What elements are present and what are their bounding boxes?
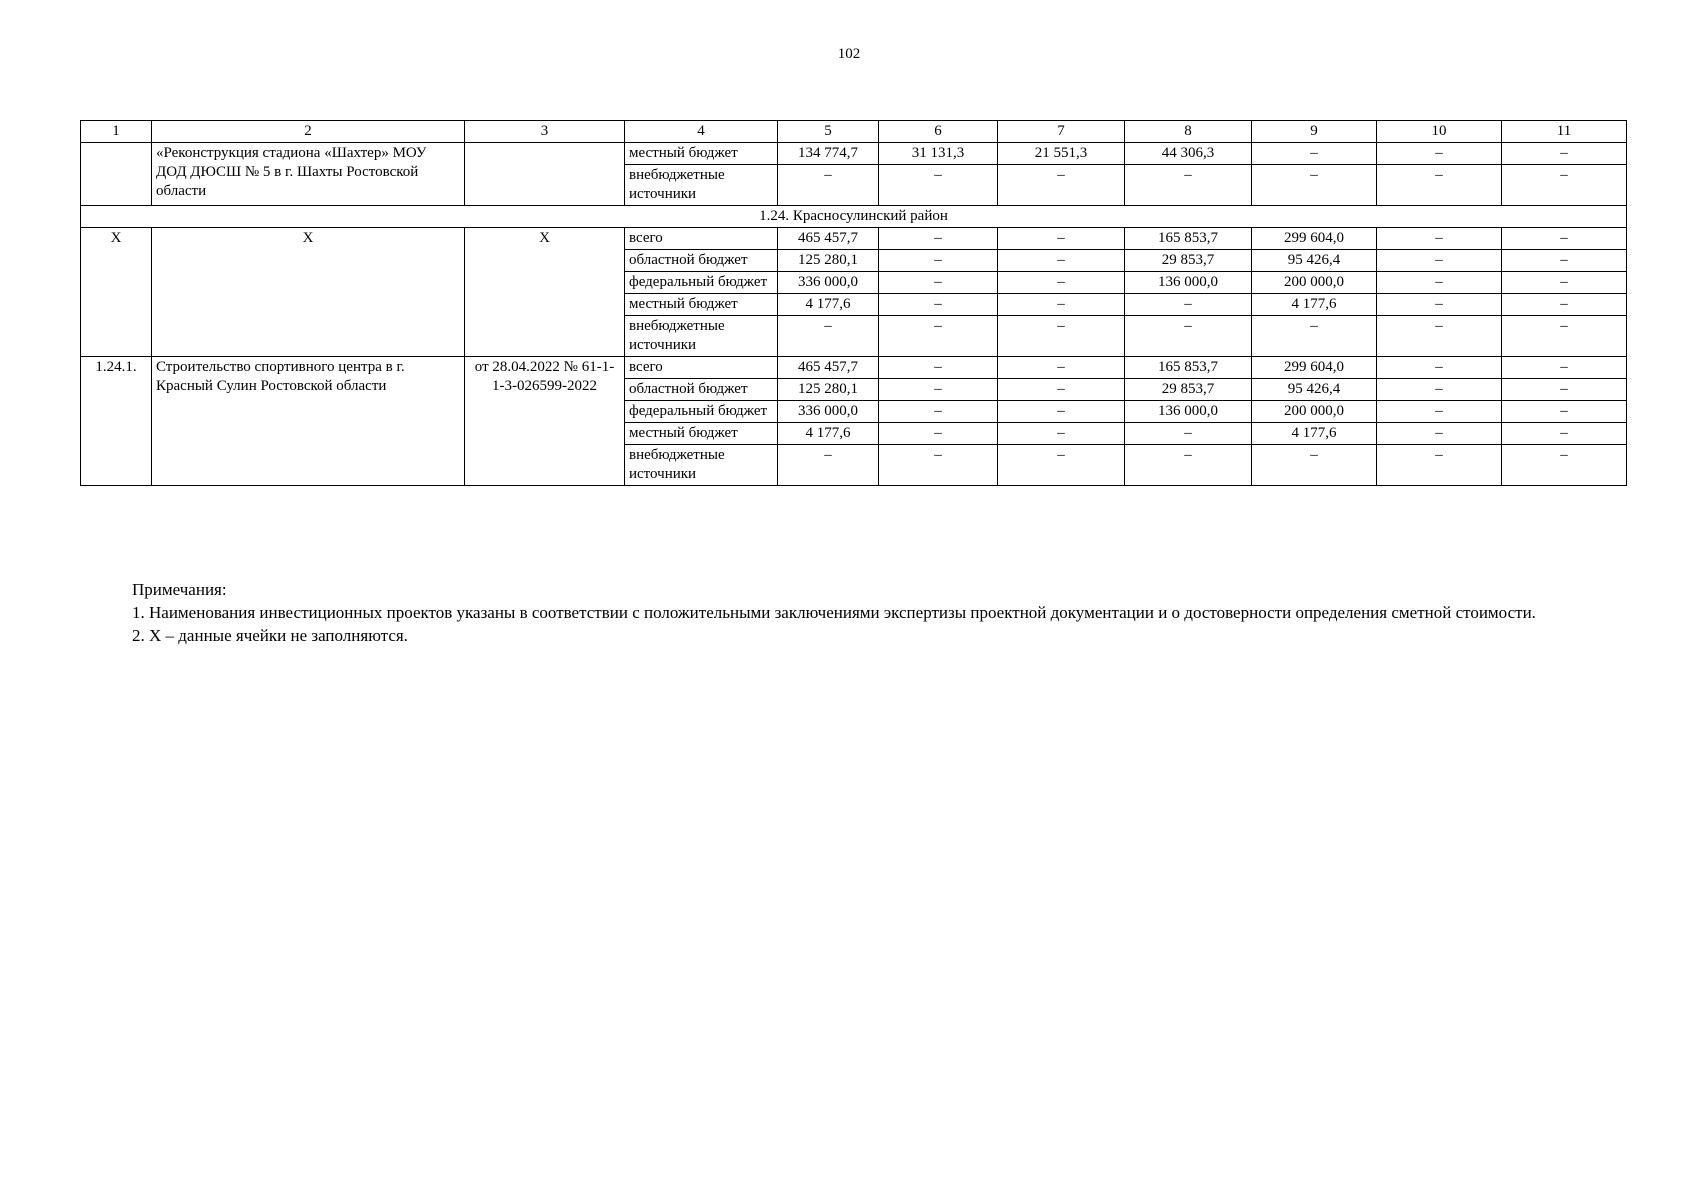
number-cell: Х <box>81 228 152 357</box>
table-body <box>81 121 1627 486</box>
funding-source-cell: внебюджетные источники <box>625 165 778 206</box>
project-name-cell: Х <box>152 228 465 357</box>
value-cell: 200 000,0 <box>1252 401 1377 423</box>
number-cell <box>81 143 152 206</box>
value-cell: – <box>1502 294 1627 316</box>
value-cell: – <box>998 357 1125 379</box>
value-cell: – <box>879 379 998 401</box>
document-cell <box>465 143 625 206</box>
continued-project-row <box>81 143 1627 165</box>
value-cell: – <box>1377 228 1502 250</box>
value-cell: – <box>1502 445 1627 486</box>
value-cell: 136 000,0 <box>1125 272 1252 294</box>
value-cell: 465 457,7 <box>778 357 879 379</box>
section-title: 1.24. Красносулинский район <box>81 206 1627 228</box>
header-cell: 8 <box>1125 121 1252 143</box>
value-cell: – <box>1252 165 1377 206</box>
document-cell: от 28.04.2022 № 61-1-1-3-026599-2022 <box>465 357 625 486</box>
value-cell: 136 000,0 <box>1125 401 1252 423</box>
header-cell: 7 <box>998 121 1125 143</box>
funding-source-cell: федеральный бюджет <box>625 272 778 294</box>
value-cell: 21 551,3 <box>998 143 1125 165</box>
header-cell: 10 <box>1377 121 1502 143</box>
value-cell: – <box>1125 445 1252 486</box>
funding-source-cell: внебюджетные источники <box>625 445 778 486</box>
number-cell: 1.24.1. <box>81 357 152 486</box>
value-cell: – <box>998 165 1125 206</box>
value-cell: – <box>1502 143 1627 165</box>
value-cell: 299 604,0 <box>1252 357 1377 379</box>
value-cell: – <box>1502 165 1627 206</box>
value-cell: – <box>879 401 998 423</box>
value-cell: – <box>879 316 998 357</box>
value-cell: – <box>1502 316 1627 357</box>
value-cell: – <box>778 316 879 357</box>
value-cell: – <box>1502 272 1627 294</box>
value-cell: – <box>998 272 1125 294</box>
project-name-cell: Строительство спортивного центра в г. Красный Сулин Ростовской области <box>152 357 465 486</box>
value-cell: – <box>1377 357 1502 379</box>
project-name-cell: «Реконструкция стадиона «Шахтер» МОУ ДОД ДЮСШ № 5 в г. Шахты Ростовской области <box>152 143 465 206</box>
value-cell: – <box>998 401 1125 423</box>
value-cell: 4 177,6 <box>1252 294 1377 316</box>
value-cell: 29 853,7 <box>1125 379 1252 401</box>
value-cell: – <box>998 294 1125 316</box>
value-cell: – <box>998 379 1125 401</box>
value-cell: – <box>1502 379 1627 401</box>
value-cell: – <box>1377 165 1502 206</box>
funding-source-cell: всего <box>625 228 778 250</box>
value-cell: 165 853,7 <box>1125 228 1252 250</box>
value-cell: – <box>879 272 998 294</box>
value-cell: – <box>1377 294 1502 316</box>
value-cell: 125 280,1 <box>778 250 879 272</box>
funding-source-cell: федеральный бюджет <box>625 401 778 423</box>
value-cell: – <box>1502 423 1627 445</box>
funding-source-cell: местный бюджет <box>625 143 778 165</box>
value-cell: – <box>1502 228 1627 250</box>
value-cell: 31 131,3 <box>879 143 998 165</box>
funding-source-cell: внебюджетные источники <box>625 316 778 357</box>
value-cell: 465 457,7 <box>778 228 879 250</box>
value-cell: – <box>1252 445 1377 486</box>
value-cell: – <box>879 423 998 445</box>
value-cell: 29 853,7 <box>1125 250 1252 272</box>
header-cell: 9 <box>1252 121 1377 143</box>
value-cell: – <box>1252 143 1377 165</box>
value-cell: – <box>1125 316 1252 357</box>
value-cell: 95 426,4 <box>1252 379 1377 401</box>
value-cell: – <box>1502 401 1627 423</box>
note-item: 2. Х – данные ячейки не заполняются. <box>132 626 408 645</box>
value-cell: – <box>1377 316 1502 357</box>
header-cell: 6 <box>879 121 998 143</box>
notes <box>80 578 1621 647</box>
value-cell: – <box>1125 294 1252 316</box>
value-cell: – <box>998 228 1125 250</box>
value-cell: – <box>1377 143 1502 165</box>
value-cell: 4 177,6 <box>778 294 879 316</box>
value-cell: 4 177,6 <box>1252 423 1377 445</box>
value-cell: 125 280,1 <box>778 379 879 401</box>
value-cell: – <box>1502 357 1627 379</box>
value-cell: – <box>1377 445 1502 486</box>
value-cell: 44 306,3 <box>1125 143 1252 165</box>
value-cell: – <box>879 445 998 486</box>
value-cell: – <box>778 165 879 206</box>
value-cell: – <box>1502 250 1627 272</box>
value-cell: – <box>1125 423 1252 445</box>
section-row <box>81 206 1627 228</box>
project-row <box>81 357 1627 379</box>
value-cell: 299 604,0 <box>1252 228 1377 250</box>
value-cell: – <box>1252 316 1377 357</box>
investment-table <box>80 120 1627 486</box>
value-cell: – <box>879 228 998 250</box>
funding-source-cell: местный бюджет <box>625 423 778 445</box>
funding-source-cell: местный бюджет <box>625 294 778 316</box>
value-cell: 336 000,0 <box>778 272 879 294</box>
value-cell: – <box>1377 401 1502 423</box>
note-item: 1. Наименования инвестиционных проектов указаны в соответствии с положительными заключениями экспертизы проектной документации и о достоверности определения сметной стоимости. <box>132 603 1536 622</box>
value-cell: – <box>879 357 998 379</box>
header-cell: 1 <box>81 121 152 143</box>
value-cell: – <box>998 316 1125 357</box>
value-cell: – <box>998 250 1125 272</box>
value-cell: 4 177,6 <box>778 423 879 445</box>
notes-title: Примечания: <box>132 580 227 599</box>
summary-row <box>81 228 1627 250</box>
document-cell: Х <box>465 228 625 357</box>
value-cell: 336 000,0 <box>778 401 879 423</box>
header-cell: 2 <box>152 121 465 143</box>
value-cell: – <box>1377 423 1502 445</box>
value-cell: – <box>879 165 998 206</box>
value-cell: – <box>1377 379 1502 401</box>
header-cell: 11 <box>1502 121 1627 143</box>
header-row <box>81 121 1627 143</box>
funding-source-cell: областной бюджет <box>625 250 778 272</box>
value-cell: – <box>1377 250 1502 272</box>
page-number: 102 <box>837 46 861 62</box>
value-cell: 134 774,7 <box>778 143 879 165</box>
funding-source-cell: областной бюджет <box>625 379 778 401</box>
value-cell: – <box>998 423 1125 445</box>
value-cell: – <box>1377 272 1502 294</box>
value-cell: – <box>879 294 998 316</box>
header-cell: 5 <box>778 121 879 143</box>
value-cell: – <box>998 445 1125 486</box>
funding-source-cell: всего <box>625 357 778 379</box>
value-cell: 165 853,7 <box>1125 357 1252 379</box>
value-cell: 95 426,4 <box>1252 250 1377 272</box>
header-cell: 3 <box>465 121 625 143</box>
value-cell: – <box>1125 165 1252 206</box>
value-cell: 200 000,0 <box>1252 272 1377 294</box>
value-cell: – <box>879 250 998 272</box>
header-cell: 4 <box>625 121 778 143</box>
value-cell: – <box>778 445 879 486</box>
